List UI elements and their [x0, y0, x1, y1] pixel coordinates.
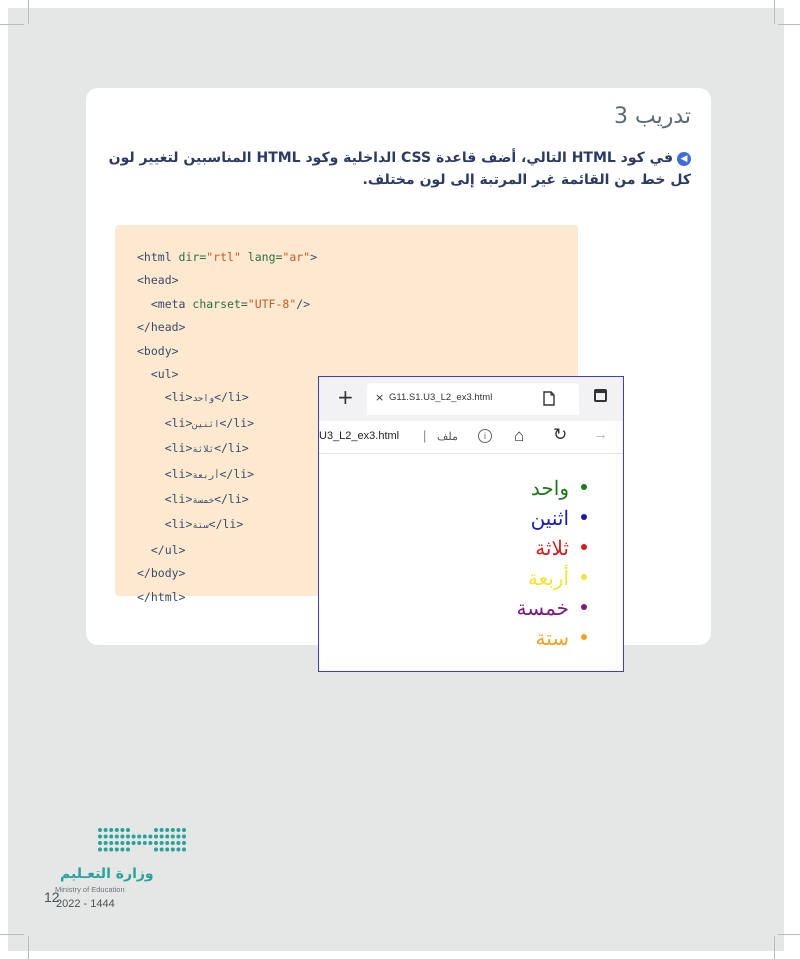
code-line: </head> [137, 320, 186, 335]
code-li-text: اثنين [192, 419, 220, 430]
logo-dot [109, 828, 113, 832]
list-item-text: واحد [530, 476, 569, 500]
logo-dot [154, 848, 158, 852]
code-tag: /> [296, 296, 311, 311]
code-li-open: <li> [137, 517, 193, 532]
logo-dot [176, 841, 180, 845]
url-scheme-label: ملف [437, 431, 458, 443]
bullet-dot-icon [581, 634, 587, 640]
logo-dot [148, 841, 152, 845]
code-li-text: واحد [192, 394, 215, 405]
logo-dot [109, 841, 113, 845]
logo-dot [104, 835, 108, 839]
instruction-text: في كود HTML التالي، أضف قاعدة CSS الداخلية وكود HTML المناسبين لتغيير لون كل خط من القائمة غير المرتبة إلى لون مختلف. [108, 150, 691, 188]
close-icon[interactable]: × [375, 391, 385, 404]
logo-dot [182, 841, 186, 845]
code-tag: <meta [137, 296, 193, 311]
logo-dot [154, 841, 158, 845]
logo-dot [182, 835, 186, 839]
crop-mark [774, 0, 775, 24]
edition-years: 2022 - 1444 [56, 898, 115, 910]
address-bar[interactable] [319, 421, 623, 454]
logo-dot [171, 835, 175, 839]
logo-dot [160, 848, 164, 852]
bullet-dot-icon [581, 544, 587, 550]
url-text[interactable]: U3_L2_ex3.html [319, 430, 400, 442]
bullet-arrow-icon: ◀ [677, 152, 691, 166]
logo-dot [143, 835, 147, 839]
url-separator: | [423, 428, 427, 443]
logo-dot [160, 841, 164, 845]
crop-mark [0, 934, 24, 935]
logo-dot [137, 841, 141, 845]
code-li-close: </li> [214, 492, 249, 507]
code-li-text: أربعة [192, 470, 220, 481]
logo-dot [165, 841, 169, 845]
logo-dot [132, 841, 136, 845]
list-item [517, 473, 588, 503]
logo-dot [98, 848, 102, 852]
list-item [517, 593, 588, 623]
code-value: "ar" [282, 250, 311, 264]
logo-dot [104, 828, 108, 832]
list-item-text: ستة [535, 626, 569, 650]
crop-mark [0, 24, 24, 25]
logo-dot [171, 848, 175, 852]
logo-dot [176, 835, 180, 839]
logo-dot [126, 828, 130, 832]
logo-dot [115, 828, 119, 832]
window-menu-icon[interactable] [594, 389, 607, 402]
logo-dot [148, 835, 152, 839]
bullet-dot-icon [581, 514, 587, 520]
logo-dot [115, 848, 119, 852]
ministry-logo-icon [96, 826, 192, 858]
logo-dot [98, 828, 102, 832]
code-value: "rtl" [206, 250, 241, 264]
logo-dot [98, 841, 102, 845]
logo-dot [120, 848, 124, 852]
code-line: <head> [137, 273, 179, 288]
logo-dot [126, 841, 130, 845]
code-attr: dir= [178, 250, 207, 264]
crop-mark [28, 0, 29, 24]
code-li-close: </li> [214, 441, 249, 456]
logo-dot [143, 841, 147, 845]
logo-dot [104, 841, 108, 845]
logo-dot [171, 828, 175, 832]
crop-mark [28, 936, 29, 959]
home-icon[interactable]: ⌂ [514, 426, 525, 445]
logo-dot [120, 835, 124, 839]
code-line: <body> [137, 343, 179, 358]
code-li-open: <li> [137, 390, 193, 405]
logo-dot [176, 828, 180, 832]
info-icon[interactable]: i [478, 429, 492, 443]
reload-icon[interactable]: ↻ [553, 425, 568, 444]
code-tag: > [310, 250, 318, 264]
code-li-close: </li> [214, 390, 249, 405]
logo-dot [115, 841, 119, 845]
exercise-title: تدريب 3 [613, 104, 691, 129]
logo-dot [160, 835, 164, 839]
tab-bar [319, 377, 623, 421]
bullet-dot-icon [581, 484, 587, 490]
logo-dot [182, 828, 186, 832]
code-li-text: خمسة [192, 496, 215, 507]
code-value: "UTF-8" [247, 296, 297, 311]
code-li-open: <li> [137, 415, 193, 430]
page-icon [543, 391, 555, 406]
code-listing [137, 246, 317, 609]
logo-dot [120, 828, 124, 832]
logo-dot [132, 835, 136, 839]
logo-dot [182, 848, 186, 852]
code-li-close: </li> [219, 466, 255, 481]
list-item [517, 533, 588, 563]
code-li-open: <li> [137, 441, 193, 456]
list-item [517, 503, 588, 533]
page-number: 12 [44, 889, 60, 905]
crop-mark [774, 936, 775, 959]
code-attr: charset= [192, 296, 248, 311]
ministry-name-arabic: وزارة التعـليم [60, 866, 154, 882]
list-item [517, 623, 588, 653]
crop-mark [778, 24, 800, 25]
logo-dot [165, 835, 169, 839]
list-item-text: أربعة [527, 566, 569, 590]
logo-dot [165, 828, 169, 832]
logo-dot [109, 835, 113, 839]
rendered-list [517, 473, 588, 653]
code-li-text: ستة [192, 521, 209, 532]
logo-dot [109, 848, 113, 852]
code-li-open: <li> [137, 492, 193, 507]
logo-dot [137, 835, 141, 839]
crop-mark [778, 934, 800, 935]
logo-dot [104, 848, 108, 852]
code-li-close: </li> [208, 517, 244, 532]
logo-dot [154, 835, 158, 839]
tab-title: G11.S1.U3_L2_ex3.html [389, 392, 493, 403]
list-item-text: خمسة [516, 596, 569, 620]
code-line: </html> [137, 589, 186, 604]
logo-dot [171, 841, 175, 845]
browser-tab[interactable] [367, 383, 579, 415]
browser-window [318, 376, 624, 672]
code-tag: <html [137, 250, 179, 264]
logo-dot [126, 848, 130, 852]
code-line: </body> [137, 566, 186, 581]
logo-dot [126, 835, 130, 839]
list-item [517, 563, 588, 593]
logo-dot [160, 828, 164, 832]
code-line: </ul> [137, 542, 186, 557]
code-li-open: <li> [137, 466, 193, 481]
code-li-text: ثلاثة [192, 445, 215, 456]
bullet-dot-icon [581, 574, 587, 580]
ministry-name-english: Ministry of Education [55, 885, 125, 894]
code-li-close: </li> [219, 415, 255, 430]
logo-dot [98, 835, 102, 839]
logo-dot [120, 841, 124, 845]
list-item-text: ثلاثة [535, 536, 569, 560]
code-attr: lang= [240, 250, 283, 264]
forward-icon[interactable]: → [593, 426, 608, 443]
exercise-instruction [101, 147, 691, 191]
new-tab-button[interactable]: + [337, 385, 354, 409]
logo-dot [154, 828, 158, 832]
code-line: <ul> [137, 367, 179, 382]
bullet-dot-icon [581, 604, 587, 610]
logo-dot [176, 848, 180, 852]
logo-dot [165, 848, 169, 852]
list-item-text: اثنين [530, 506, 569, 530]
logo-dot [115, 835, 119, 839]
